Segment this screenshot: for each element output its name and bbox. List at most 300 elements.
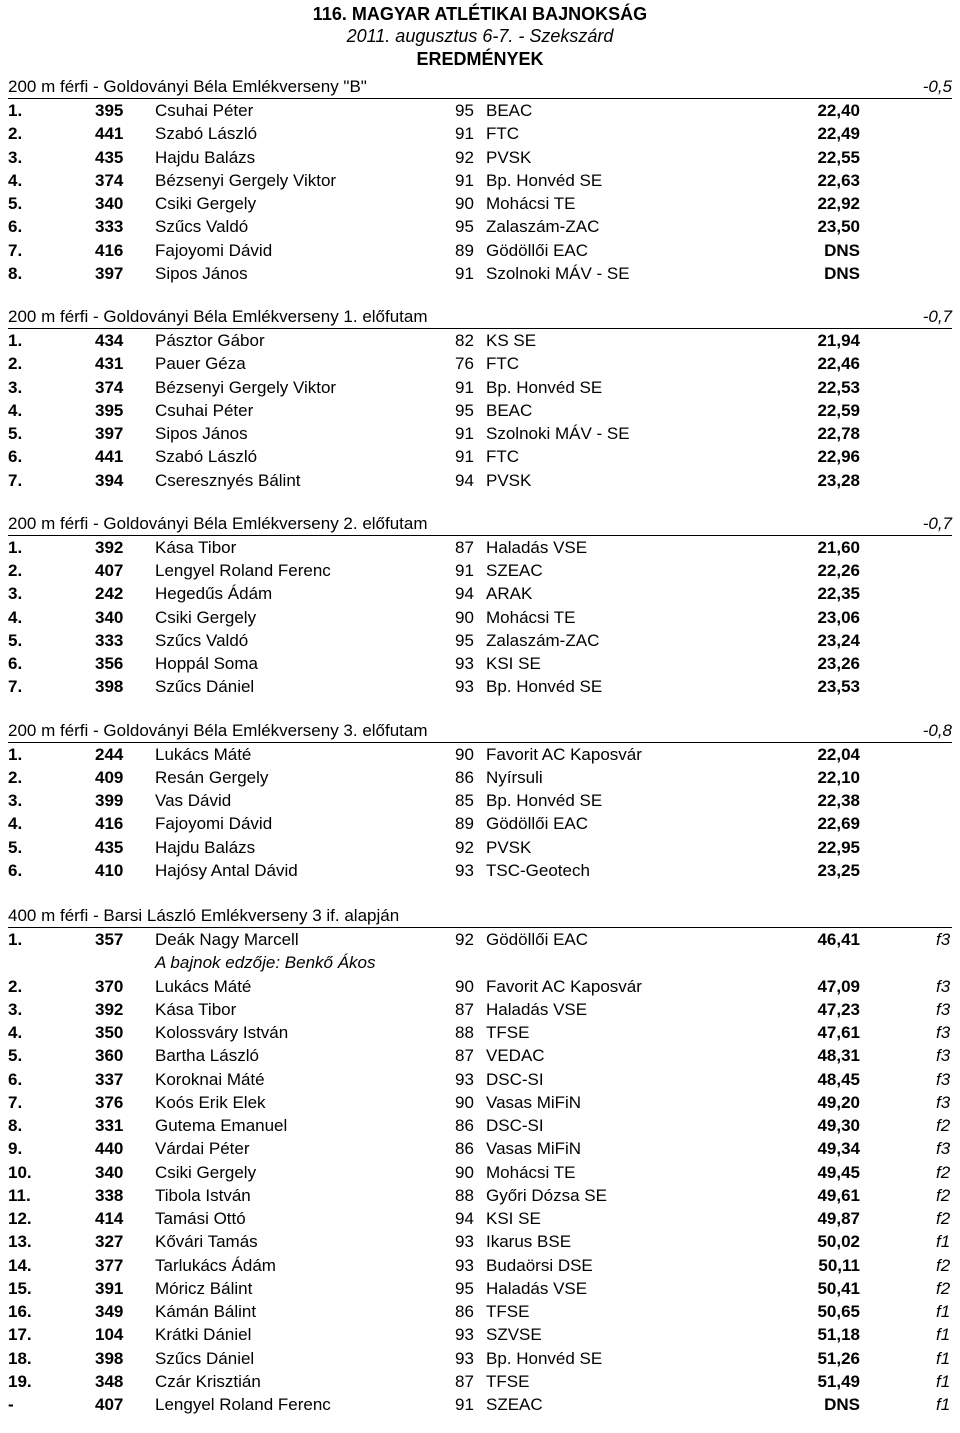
result-time: 21,60: [817, 537, 860, 557]
result-row: [0, 836, 960, 859]
result-row: [0, 146, 960, 169]
place: 4.: [8, 814, 23, 834]
birth-year: 87: [455, 1371, 474, 1391]
wind-reading: -0,8: [922, 720, 952, 740]
birth-year: 91: [455, 561, 474, 580]
place: 5.: [8, 837, 23, 857]
club-name: BEAC: [486, 101, 533, 120]
birth-year: 90: [455, 607, 474, 627]
heat-label: f3: [936, 1046, 951, 1066]
result-time: 22,35: [817, 584, 860, 604]
athlete-name: Kolossváry István: [155, 1023, 289, 1042]
bib-number: 374: [95, 377, 124, 397]
place: 11.: [8, 1185, 31, 1205]
birth-year: 92: [455, 147, 474, 167]
place: 3.: [8, 377, 23, 397]
place: 1.: [8, 537, 23, 557]
result-time: 23,25: [817, 860, 860, 880]
bib-number: 441: [95, 124, 124, 144]
club-name: TFSE: [486, 1371, 530, 1391]
club-name: PVSK: [486, 147, 532, 167]
result-time: 22,96: [817, 447, 860, 467]
club-name: ARAK: [486, 584, 533, 604]
club-name: Szolnoki MÁV - SE: [486, 263, 630, 283]
club-name: SZEAC: [486, 561, 543, 580]
result-row: [0, 1277, 960, 1300]
club-name: Bp. Honvéd SE: [486, 1348, 603, 1368]
club-name: Bp. Honvéd SE: [486, 677, 603, 697]
birth-year: 93: [455, 1069, 474, 1089]
section-title: 400 m férfi - Barsi László Emlékverseny 3 if. alapján: [8, 906, 400, 925]
result-row: [0, 352, 960, 375]
result-row: [0, 99, 960, 122]
place: 7.: [8, 677, 23, 697]
club-name: VEDAC: [486, 1046, 545, 1066]
place: 9.: [8, 1139, 23, 1159]
place: 6.: [8, 217, 23, 237]
result-row: [0, 1137, 960, 1160]
birth-year: 87: [455, 999, 474, 1019]
athlete-name: Hajósy Antal Dávid: [155, 860, 298, 880]
place: 7.: [8, 240, 23, 260]
result-time: 23,06: [817, 607, 860, 627]
result-row: [0, 812, 960, 835]
place: 1.: [8, 744, 23, 764]
section-spacer: [0, 699, 960, 720]
results-section: [0, 492, 960, 699]
result-time: 47,09: [817, 976, 860, 996]
result-time: 47,61: [817, 1023, 860, 1042]
heat-label: f2: [936, 1209, 951, 1228]
results-heading: EREDMÉNYEK: [416, 49, 544, 69]
bib-number: 360: [95, 1046, 124, 1066]
bib-number: 333: [95, 630, 124, 650]
athlete-name: Resán Gergely: [155, 767, 269, 787]
heat-label: f3: [936, 976, 951, 996]
athlete-name: Bartha László: [155, 1046, 259, 1066]
athlete-name: Bézsenyi Gergely Viktor: [155, 170, 337, 190]
athlete-name: Kása Tibor: [155, 537, 237, 557]
results-sections: [0, 76, 960, 1416]
bib-number: 435: [95, 147, 124, 167]
birth-year: 93: [455, 677, 474, 697]
club-name: Gödöllői EAC: [486, 814, 589, 834]
heat-label: f3: [936, 1139, 951, 1159]
birth-year: 86: [455, 1302, 474, 1321]
birth-year: 91: [455, 424, 474, 443]
heat-label: f1: [936, 1325, 951, 1345]
result-row: [0, 445, 960, 468]
bib-number: 407: [95, 1395, 124, 1414]
heat-label: f3: [936, 999, 951, 1019]
result-row: [0, 1323, 960, 1346]
bib-number: 340: [95, 194, 124, 213]
section-title: 200 m férfi - Goldoványi Béla Emlékverseny 1. előfutam: [8, 307, 428, 326]
athlete-name: Csiki Gergely: [155, 1162, 257, 1182]
athlete-name: Lengyel Roland Ferenc: [155, 561, 331, 580]
athlete-name: Vas Dávid: [155, 791, 232, 810]
club-name: BEAC: [486, 400, 533, 420]
birth-year: 89: [455, 240, 474, 260]
club-name: Vasas MiFiN: [486, 1092, 582, 1112]
birth-year: 86: [455, 1116, 474, 1135]
bib-number: 434: [95, 331, 124, 350]
result-time: 23,24: [817, 630, 860, 650]
club-name: Gödöllői EAC: [486, 240, 589, 260]
place: 7.: [8, 1092, 23, 1112]
wind-reading: -0,7: [922, 513, 952, 533]
place: 3.: [8, 584, 23, 604]
bib-number: 440: [95, 1139, 124, 1159]
result-row: [0, 998, 960, 1021]
heat-label: f1: [936, 1395, 951, 1414]
place: 4.: [8, 170, 23, 190]
section-title-bar: [8, 720, 952, 743]
athlete-name: Lukács Máté: [155, 744, 252, 764]
bib-number: 337: [95, 1069, 124, 1089]
bib-number: 397: [95, 424, 124, 443]
bib-number: 409: [95, 767, 124, 787]
result-row: [0, 1393, 960, 1416]
club-name: Favorit AC Kaposvár: [486, 976, 642, 996]
birth-year: 93: [455, 654, 474, 673]
birth-year: 88: [455, 1023, 474, 1042]
club-name: KSI SE: [486, 654, 541, 673]
athlete-name: Lukács Máté: [155, 976, 252, 996]
section-title: 200 m férfi - Goldoványi Béla Emlékverseny 3. előfutam: [8, 720, 428, 740]
athlete-name: Sipos János: [155, 263, 248, 283]
club-name: FTC: [486, 354, 520, 374]
athlete-name: Szűcs Valdó: [155, 630, 249, 650]
result-row: [0, 1068, 960, 1091]
bib-number: 242: [95, 584, 124, 604]
result-row: [0, 1044, 960, 1067]
result-row: [0, 192, 960, 215]
bib-number: 338: [95, 1185, 124, 1205]
club-name: Győri Dózsa SE: [486, 1185, 607, 1205]
result-time: 50,41: [817, 1278, 860, 1298]
club-name: SZEAC: [486, 1395, 543, 1414]
bib-number: 394: [95, 470, 124, 490]
bib-number: 407: [95, 561, 124, 580]
result-time: 49,87: [817, 1209, 860, 1228]
athlete-name: Kámán Bálint: [155, 1302, 257, 1321]
birth-year: 93: [455, 1255, 474, 1275]
section-spacer: [0, 285, 960, 306]
result-time: DNS: [824, 263, 860, 283]
heat-label: f1: [936, 1232, 951, 1252]
place: 7.: [8, 470, 23, 490]
bib-number: 244: [95, 744, 124, 764]
bib-number: 331: [95, 1116, 124, 1135]
bib-number: 356: [95, 654, 124, 673]
bib-number: 327: [95, 1232, 124, 1252]
bib-number: 392: [95, 537, 124, 557]
athlete-name: Koós Erik Elek: [155, 1092, 266, 1112]
birth-year: 90: [455, 194, 474, 213]
athlete-name: Tarlukács Ádám: [155, 1255, 276, 1275]
event-date-location: 2011. augusztus 6-7. - Szekszárd: [346, 26, 614, 46]
bib-number: 348: [95, 1371, 124, 1391]
result-row: [0, 1161, 960, 1184]
place: 3.: [8, 999, 23, 1019]
result-time: 23,26: [817, 654, 860, 673]
result-row: [0, 469, 960, 492]
bib-number: 435: [95, 837, 124, 857]
place: 6.: [8, 447, 23, 467]
athlete-name: Csiki Gergely: [155, 607, 257, 627]
bib-number: 370: [95, 976, 124, 996]
place: 12.: [8, 1209, 32, 1228]
result-time: 23,53: [817, 677, 860, 697]
bib-number: 397: [95, 263, 124, 283]
result-row: [0, 928, 960, 951]
birth-year: 95: [455, 217, 474, 237]
bib-number: 333: [95, 217, 124, 237]
bib-number: 391: [95, 1278, 124, 1298]
place: 19.: [8, 1371, 32, 1391]
results-section: [0, 882, 960, 1416]
athlete-name: Sipos János: [155, 424, 248, 443]
club-name: DSC-SI: [486, 1116, 544, 1135]
club-name: TFSE: [486, 1302, 530, 1321]
result-time: 22,59: [817, 400, 860, 420]
bib-number: 431: [95, 354, 124, 374]
result-time: 49,34: [817, 1139, 860, 1159]
place: 1.: [8, 930, 23, 949]
athlete-name: Tamási Ottó: [155, 1209, 246, 1228]
club-name: FTC: [486, 447, 520, 467]
result-time: 49,30: [817, 1116, 860, 1135]
birth-year: 91: [455, 447, 474, 467]
athlete-name: Csiki Gergely: [155, 194, 257, 213]
place: 4.: [8, 400, 23, 420]
athlete-name: Szűcs Dániel: [155, 677, 255, 697]
club-name: PVSK: [486, 837, 532, 857]
birth-year: 76: [455, 354, 474, 374]
place: 2.: [8, 354, 23, 374]
birth-year: 92: [455, 930, 474, 949]
athlete-name: Fajoyomi Dávid: [155, 814, 273, 834]
result-row: [0, 1207, 960, 1230]
club-name: Bp. Honvéd SE: [486, 791, 603, 810]
athlete-name: Szabó László: [155, 447, 258, 467]
result-row: [0, 1230, 960, 1253]
athlete-name: Bézsenyi Gergely Viktor: [155, 377, 337, 397]
club-name: TFSE: [486, 1023, 530, 1042]
birth-year: 90: [455, 744, 474, 764]
result-row: [0, 789, 960, 812]
club-name: KS SE: [486, 331, 537, 350]
birth-year: 93: [455, 1232, 474, 1252]
result-time: 50,65: [817, 1302, 860, 1321]
athlete-name: Csuhai Péter: [155, 101, 254, 120]
result-time: 22,40: [817, 101, 860, 120]
birth-year: 90: [455, 1162, 474, 1182]
club-name: DSC-SI: [486, 1069, 544, 1089]
section-spacer: [0, 882, 960, 905]
result-row: [0, 1370, 960, 1393]
bib-number: 399: [95, 791, 124, 810]
result-time: 49,45: [817, 1162, 860, 1182]
heat-label: f2: [936, 1162, 951, 1182]
result-time: 22,55: [817, 147, 860, 167]
place: 2.: [8, 561, 23, 580]
result-row: [0, 975, 960, 998]
heat-label: f3: [936, 930, 951, 949]
bib-number: 357: [95, 930, 124, 949]
result-row: [0, 1091, 960, 1114]
birth-year: 91: [455, 124, 474, 144]
athlete-name: Szabó László: [155, 124, 258, 144]
heat-label: f2: [936, 1255, 951, 1275]
birth-year: 86: [455, 1139, 474, 1159]
result-time: DNS: [824, 240, 860, 260]
results-section: [0, 699, 960, 883]
result-row: [0, 859, 960, 882]
athlete-name: Gutema Emanuel: [155, 1116, 288, 1135]
club-name: Zalaszám-ZAC: [486, 630, 600, 650]
result-time: 51,49: [817, 1371, 860, 1391]
result-time: 21,94: [817, 331, 860, 350]
place: 3.: [8, 147, 23, 167]
place: 6.: [8, 860, 23, 880]
place: 2.: [8, 124, 23, 144]
result-time: 22,92: [817, 194, 860, 213]
place: 13.: [8, 1232, 32, 1252]
birth-year: 93: [455, 860, 474, 880]
place: -: [8, 1395, 14, 1414]
bib-number: 410: [95, 860, 124, 880]
birth-year: 85: [455, 791, 474, 810]
club-name: Mohácsi TE: [486, 1162, 576, 1182]
club-name: SZVSE: [486, 1325, 542, 1345]
heat-label: f3: [936, 1069, 951, 1089]
result-row: [0, 262, 960, 285]
section-spacer: [0, 492, 960, 513]
place: 5.: [8, 194, 23, 213]
place: 6.: [8, 654, 23, 673]
bib-number: 349: [95, 1302, 124, 1321]
result-time: 22,46: [817, 354, 860, 374]
place: 5.: [8, 630, 23, 650]
result-row: [0, 376, 960, 399]
place: 18.: [8, 1348, 32, 1368]
place: 6.: [8, 1069, 23, 1089]
place: 3.: [8, 791, 23, 810]
club-name: PVSK: [486, 470, 532, 490]
results-section: [0, 285, 960, 492]
place: 5.: [8, 424, 23, 443]
bib-number: 374: [95, 170, 124, 190]
athlete-name: Pásztor Gábor: [155, 331, 265, 350]
bib-number: 377: [95, 1255, 124, 1275]
result-time: 48,45: [817, 1069, 860, 1089]
birth-year: 88: [455, 1185, 474, 1205]
birth-year: 91: [455, 263, 474, 283]
result-time: 22,63: [817, 170, 860, 190]
athlete-name: Hajdu Balázs: [155, 147, 256, 167]
club-name: Bp. Honvéd SE: [486, 170, 603, 190]
club-name: Gödöllői EAC: [486, 930, 589, 949]
place: 8.: [8, 263, 23, 283]
club-name: Bp. Honvéd SE: [486, 377, 603, 397]
bib-number: 414: [95, 1209, 124, 1228]
result-time: 49,20: [817, 1092, 860, 1112]
result-time: 22,49: [817, 124, 860, 144]
club-name: Budaörsi DSE: [486, 1255, 593, 1275]
result-time: 22,10: [817, 767, 860, 787]
bib-number: 416: [95, 240, 124, 260]
bib-number: 395: [95, 101, 124, 120]
section-title: 200 m férfi - Goldoványi Béla Emlékverseny 2. előfutam: [8, 513, 428, 533]
bib-number: 104: [95, 1325, 124, 1345]
result-time: 50,02: [817, 1232, 860, 1252]
result-row: [0, 169, 960, 192]
results-section: [0, 76, 960, 285]
place: 5.: [8, 1046, 23, 1066]
result-row: [0, 606, 960, 629]
club-name: Favorit AC Kaposvár: [486, 744, 642, 764]
result-time: 51,18: [817, 1325, 860, 1345]
club-name: FTC: [486, 124, 520, 144]
place: 1.: [8, 331, 23, 350]
athlete-name: Kővári Tamás: [155, 1232, 258, 1252]
result-time: 50,11: [818, 1255, 860, 1275]
result-row: [0, 1114, 960, 1137]
bib-number: 441: [95, 447, 124, 467]
bib-number: 398: [95, 1348, 124, 1368]
result-row: [0, 675, 960, 698]
result-time: 23,28: [817, 470, 860, 490]
result-time: 23,50: [817, 217, 860, 237]
club-name: Ikarus BSE: [486, 1232, 572, 1252]
birth-year: 95: [455, 400, 474, 420]
birth-year: 94: [455, 470, 474, 490]
place: 2.: [8, 767, 23, 787]
birth-year: 94: [455, 1209, 474, 1228]
result-row: [0, 536, 960, 559]
athlete-name: Hajdu Balázs: [155, 837, 256, 857]
birth-year: 82: [455, 331, 474, 350]
birth-year: 95: [455, 101, 474, 120]
place: 4.: [8, 1023, 23, 1042]
heat-label: f1: [936, 1302, 951, 1321]
club-name: Vasas MiFiN: [486, 1139, 582, 1159]
athlete-name: Tibola István: [155, 1185, 251, 1205]
club-name: KSI SE: [486, 1209, 541, 1228]
heat-label: f3: [936, 1023, 951, 1042]
result-row: [0, 215, 960, 238]
coach-note: A bajnok edzője: Benkő Ákos: [155, 953, 376, 973]
birth-year: 91: [455, 377, 474, 397]
heat-label: f2: [936, 1185, 951, 1205]
result-row: [0, 122, 960, 145]
birth-year: 95: [455, 630, 474, 650]
result-row: [0, 1347, 960, 1370]
bib-number: 398: [95, 677, 124, 697]
athlete-name: Móricz Bálint: [155, 1278, 253, 1298]
birth-year: 92: [455, 837, 474, 857]
result-row: [0, 629, 960, 652]
result-time: 22,38: [817, 791, 860, 810]
place: 17.: [8, 1325, 32, 1345]
birth-year: 95: [455, 1278, 474, 1298]
result-row: [0, 239, 960, 262]
result-row: [0, 1184, 960, 1207]
athlete-name: Hoppál Soma: [155, 654, 259, 673]
result-row: [0, 399, 960, 422]
